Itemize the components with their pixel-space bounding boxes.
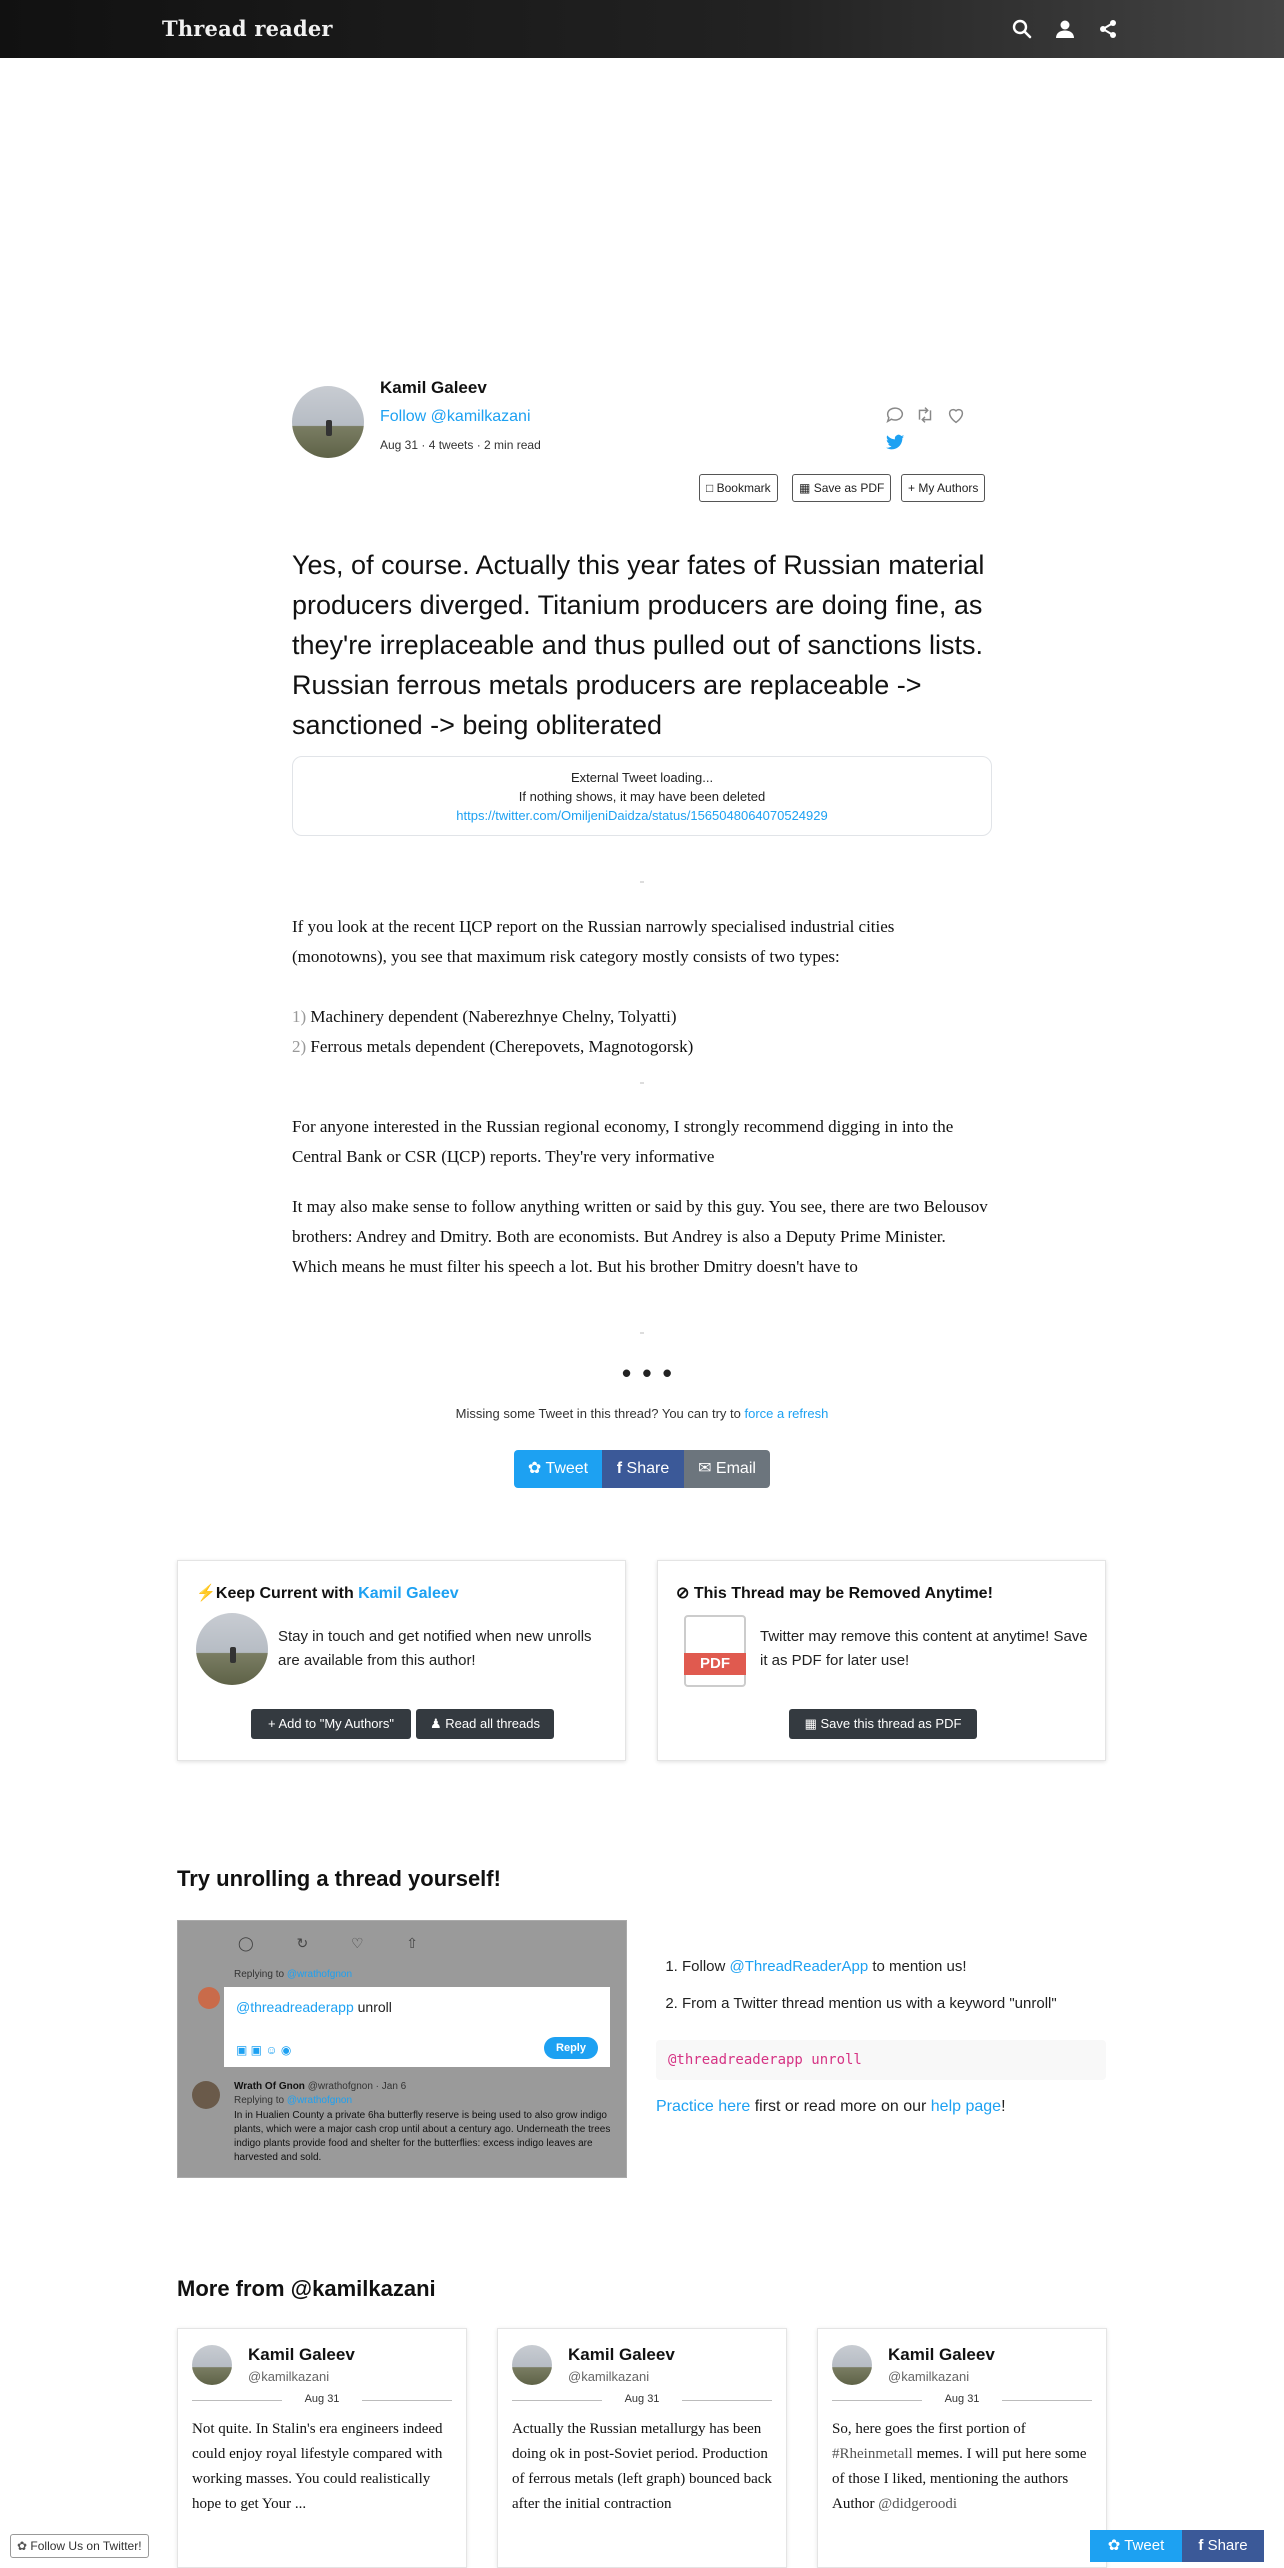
reply-icon[interactable] xyxy=(884,404,906,426)
card-author-name: Kamil Galeev xyxy=(248,2345,355,2364)
top-navbar xyxy=(0,0,1284,58)
card-text: So, here goes the first portion of #Rheinmetall memes. I will put here some of those I liked, mentioning the authors Author @didgeroodi xyxy=(832,2421,1087,2512)
help-page-link[interactable]: help page xyxy=(930,2098,1002,2115)
missing-tweet-note: Missing some Tweet in this thread? You can try to force a refresh xyxy=(455,1406,829,1421)
author-avatar xyxy=(192,2345,232,2385)
footer-tweet-button[interactable]: ✿ Tweet xyxy=(1090,2530,1182,2562)
practice-note: Practice here first or read more on our help page! xyxy=(656,2098,1006,2115)
demo-reply-button: Reply xyxy=(544,2037,598,2059)
pdf-file-icon xyxy=(684,1615,746,1687)
thread-meta: Aug 31 · 4 tweets · 2 min read xyxy=(380,438,541,452)
practice-here-link[interactable]: Practice here xyxy=(656,2098,751,2115)
save-thread-pdf-button[interactable]: ▦ Save this thread as PDF xyxy=(789,1709,977,1739)
card-date: Aug 31 xyxy=(512,2393,772,2405)
external-tweet-embed xyxy=(292,756,992,836)
demo-compose-text: @threadreaderapp unroll xyxy=(236,1999,392,2015)
demo-action-icons: ◯ ↻ ♡ ⇧ xyxy=(238,1935,419,1951)
tweet-1-text: Yes, of course. Actually this year fates of Russian material producers diverged. Titanium producers are doing fine, as they're irreplaceable and thus pulled out of sanctions lists. Russian ferrous metals producers are replaceable -> sanctioned -> being obliterated xyxy=(292,550,985,740)
envelope-icon: ✉ xyxy=(698,1460,712,1477)
thread-end-ellipsis: • • • xyxy=(622,1358,674,1388)
plus-icon: + xyxy=(268,1716,276,1731)
card-author-name: Kamil Galeev xyxy=(888,2345,995,2364)
twitter-bird-icon: ✿ xyxy=(1107,2537,1121,2554)
file-pdf-icon: ▦ xyxy=(804,1716,817,1731)
author-name[interactable]: Kamil Galeev xyxy=(380,378,487,397)
user-icon: ♟ xyxy=(430,1716,442,1731)
my-authors-button[interactable]: + My Authors xyxy=(901,474,985,502)
tweet-divider xyxy=(640,881,644,883)
email-share-button[interactable]: ✉ Email xyxy=(684,1450,770,1488)
bolt-icon: ⚡ xyxy=(196,1585,216,1602)
demo-author-avatar xyxy=(192,2081,220,2109)
follow-us-button[interactable]: ✿ Follow Us on Twitter! xyxy=(10,2534,149,2558)
twitter-bird-icon: ✿ xyxy=(527,1460,542,1477)
force-refresh-link[interactable]: force a refresh xyxy=(744,1406,829,1421)
external-tweet-deleted-note: If nothing shows, it may have been deleted xyxy=(518,789,766,804)
facebook-icon: f xyxy=(616,1460,623,1477)
card-author-name: Kamil Galeev xyxy=(568,2345,675,2364)
card-author-handle: @kamilkazani xyxy=(888,2369,970,2384)
bookmark-icon: □ xyxy=(706,481,714,495)
demo-replying-to: Replying to @wrathofgnon xyxy=(234,1969,353,1980)
card-text: Actually the Russian metallurgy has been doing ok in post-Soviet period. Production of ferrous metals (left graph) bounced back after the initial contraction xyxy=(512,2421,772,2512)
card-text: Not quite. In Stalin's era engineers indeed could enjoy royal lifestyle compared with working masses. You could realistically hope to get Your ... xyxy=(192,2421,443,2512)
tweet-divider xyxy=(640,1332,644,1334)
unroll-step-1: 1. Follow @ThreadReaderApp to mention us! xyxy=(682,1958,1100,1975)
facebook-icon: f xyxy=(1198,2537,1204,2554)
unroll-step-2: 2. From a Twitter thread mention us with a keyword "unroll" xyxy=(682,1995,1100,2012)
tweet-2-text: If you look at the recent ЦСР report on the Russian narrowly specialised industrial cities (monotowns), you see that maximum risk category mostly consists of two types: xyxy=(292,917,895,966)
more-thread-card[interactable] xyxy=(497,2328,787,2568)
user-icon[interactable] xyxy=(1053,17,1077,41)
removed-warning-text: Twitter may remove this content at anytime! Save it as PDF for later use! xyxy=(760,1628,1088,1669)
twitter-bird-icon[interactable] xyxy=(884,431,906,453)
facebook-share-button[interactable]: f Share xyxy=(602,1450,684,1488)
mention-link[interactable]: @didgeroodi xyxy=(878,2496,958,2512)
list-number: 1) xyxy=(292,1007,307,1026)
keep-current-text: Stay in touch and get notified when new unrolls are available from this author! xyxy=(278,1628,592,1669)
card-author-handle: @kamilkazani xyxy=(248,2369,330,2384)
more-from-heading: More from @kamilkazani xyxy=(177,2276,436,2301)
add-to-my-authors-button[interactable]: + Add to "My Authors" xyxy=(251,1709,411,1739)
plus-icon: + xyxy=(908,481,916,495)
list-text: Machinery dependent (Naberezhnye Chelny, Tolyatti) xyxy=(310,1007,677,1026)
tweet-3-text: For anyone interested in the Russian regional economy, I strongly recommend digging in into the Central Bank or CSR (ЦСР) reports. They're very informative xyxy=(292,1117,954,1166)
list-number: 2) xyxy=(292,1037,307,1056)
share-nodes-icon[interactable] xyxy=(1096,17,1120,41)
follow-author-link[interactable]: Follow @kamilkazani xyxy=(380,408,531,425)
author-avatar xyxy=(832,2345,872,2385)
author-avatar[interactable] xyxy=(196,1613,268,1685)
demo-avatar xyxy=(198,1987,220,2009)
bookmark-button[interactable]: □ Bookmark xyxy=(699,474,778,502)
external-tweet-link[interactable]: https://twitter.com/OmiljeniDaidza/status/1565048064070524929 xyxy=(456,808,828,823)
keep-current-title: ⚡Keep Current with Kamil Galeev xyxy=(196,1585,459,1602)
hashtag-link[interactable]: #Rheinmetall xyxy=(832,2446,913,2462)
card-author-handle: @kamilkazani xyxy=(568,2369,650,2384)
external-tweet-loading: External Tweet loading... xyxy=(570,770,714,785)
keep-current-card xyxy=(177,1560,626,1761)
removed-warning-title: ⊘ This Thread may be Removed Anytime! xyxy=(676,1585,993,1602)
card-date: Aug 31 xyxy=(832,2393,1092,2405)
tweet-2-list-item xyxy=(292,1002,992,1032)
unroll-command-code: @threadreaderapp unroll xyxy=(656,2040,1106,2080)
unroll-demo-image xyxy=(177,1920,627,2178)
tweet-divider xyxy=(640,1082,644,1084)
card-date: Aug 31 xyxy=(192,2393,452,2405)
threadreaderapp-link[interactable]: @ThreadReaderApp xyxy=(729,1958,869,1975)
more-thread-card[interactable] xyxy=(817,2328,1107,2568)
demo-media-icons: ▣ ▣ ☺ ◉ xyxy=(236,2043,292,2057)
author-link[interactable]: Kamil Galeev xyxy=(358,1585,459,1602)
file-pdf-icon: ▦ xyxy=(799,481,811,495)
read-all-threads-button[interactable]: ♟ Read all threads xyxy=(416,1709,554,1739)
unroll-steps xyxy=(660,1958,1100,2032)
tweet-2-list-item xyxy=(292,1032,992,1062)
removed-warning-card xyxy=(657,1560,1106,1761)
like-icon[interactable] xyxy=(945,404,967,426)
footer-share-button[interactable]: f Share xyxy=(1182,2530,1264,2562)
demo-author: Wrath Of Gnon @wrathofgnon · Jan 6 xyxy=(234,2081,407,2092)
author-avatar xyxy=(512,2345,552,2385)
demo-tweet-text: In in Hualien County a private 6ha butterfly reserve is being used to also grow indigo plants, which were a major cash crop until about a century ago. Underneath the trees indigo plants provide food and shelter for the butterflies: excess indigo leaves are harvested and sold. xyxy=(234,2110,611,2163)
retweet-icon[interactable] xyxy=(914,404,936,426)
tweet-4-text: It may also make sense to follow anything written or said by this guy. You see, there are two Belousov brothers: Andrey and Dmitry. Both are economists. But Andrey is also a Deputy Prime Minister. Which means he must filter his speech a lot. But his brother Dmitry doesn't have to xyxy=(292,1197,988,1276)
twitter-bird-icon: ✿ xyxy=(17,2539,28,2553)
more-thread-card[interactable] xyxy=(177,2328,467,2568)
save-pdf-button[interactable]: ▦ Save as PDF xyxy=(792,474,891,502)
tweet-share-button[interactable]: ✿ Tweet xyxy=(514,1450,602,1488)
demo-compose-box xyxy=(224,1987,610,2067)
author-avatar[interactable] xyxy=(292,386,364,458)
demo-replying-to: Replying to @wrathofgnon xyxy=(234,2095,353,2106)
tweet-actions xyxy=(880,404,992,426)
brand-logo[interactable]: Thread reader xyxy=(162,16,333,41)
search-icon[interactable] xyxy=(1010,17,1034,41)
unroll-heading: Try unrolling a thread yourself! xyxy=(177,1866,501,1891)
list-text: Ferrous metals dependent (Cherepovets, Magnotogorsk) xyxy=(310,1037,694,1056)
ban-icon: ⊘ xyxy=(676,1585,690,1602)
pdf-label: PDF xyxy=(684,1653,746,1675)
